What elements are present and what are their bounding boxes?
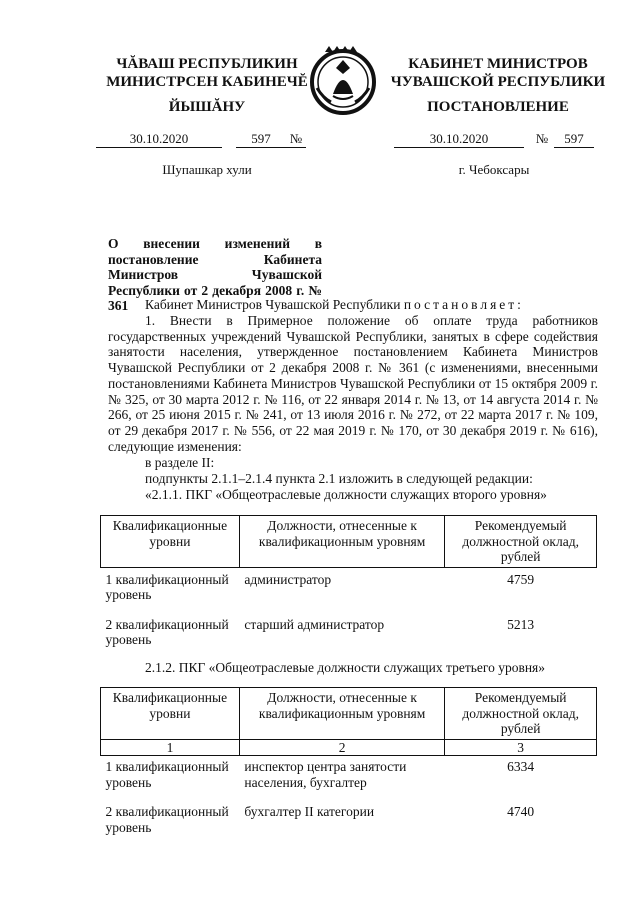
- doc-number-value-right: 597: [554, 131, 594, 148]
- col-header-positions: Должности, отнесенные к квалификационным уровням: [239, 688, 444, 740]
- col-header-salary: Рекомендуемый должностной оклад, рублей: [445, 516, 597, 568]
- doc-date-right: 30.10.2020: [394, 131, 524, 148]
- header-russian: [383, 55, 613, 91]
- table-row: [101, 756, 597, 791]
- header-chuvash-line1: ЧĂВАШ РЕСПУБЛИКИН: [116, 56, 298, 72]
- salary-cell: 4740: [507, 804, 535, 819]
- salary-table-1: [100, 515, 597, 648]
- salary-cell: 6334: [507, 759, 535, 774]
- table-header-row: [101, 688, 597, 740]
- header-russian-doctype: ПОСТАНОВЛЕНИЕ: [427, 99, 569, 115]
- intro-resolves: постановляет:: [403, 297, 524, 312]
- table-row: [101, 567, 597, 603]
- header-chuvash-line2: МИНИСТРСЕН КАБИНЕЧĔ: [106, 74, 308, 90]
- table-header-row: [101, 516, 597, 568]
- salary-table-2: [100, 687, 597, 835]
- salary-cell: 4759: [507, 571, 535, 587]
- doc-number-right: [394, 131, 594, 148]
- doc-number-left: [96, 131, 306, 148]
- doc-number-value-left: 597: [236, 131, 286, 148]
- column-number: 3: [445, 739, 597, 756]
- pkg2-title: 2.1.2. ПКГ «Общеотраслевые должности служащих третьего уровня»: [145, 660, 546, 675]
- column-number: 1: [101, 739, 240, 756]
- col-header-levels: Квалификационные уровни: [101, 516, 240, 568]
- intro-text: Кабинет Министров Чувашской Республики: [145, 297, 404, 312]
- header-russian-line2: ЧУВАШСКОЙ РЕСПУБЛИКИ: [390, 74, 606, 90]
- body-intro: [108, 297, 598, 313]
- level-cell: 1 квалификационный уровень: [105, 759, 229, 790]
- position-cell: старший администратор: [244, 616, 385, 632]
- body-section: в разделе II:: [145, 455, 215, 470]
- level-cell: 1 квалификационный уровень: [105, 571, 229, 602]
- header-chuvash: [96, 55, 318, 91]
- body-item-1: 1. Внести в Примерное положение об оплате труда работников государственных учреждений Чувашской Республики, занятых в сфере содействия занятости населения, утвержденное постановлением Кабинета Министров Чувашской Республики от 2 декабря 2008 г. № 361 (с изменениями, внесенными постановлениями Кабинета Министров Чувашской Республики от 15 октября 2009 г. № 325, от 30 марта 2012 г. № 116, от 22 января 2014 г. № 13, от 14 августа 2014 г. № 266, от 25 июня 2015 г. № 241, от 13 июля 2016 г. № 272, от 22 марта 2017 г. № 109, от 29 декабря 2017 г. № 556, от 22 мая 2019 г. № 170, от 30 декабря 2019 г. № 616), следующие изменения:: [108, 313, 598, 454]
- level-cell: 2 квалификационный уровень: [105, 804, 229, 835]
- doc-date-left: 30.10.2020: [96, 131, 222, 148]
- position-cell: бухгалтер II категории: [244, 804, 375, 819]
- pkg1-title: «2.1.1. ПКГ «Общеотраслевые должности служащих второго уровня»: [145, 487, 547, 502]
- coat-of-arms-emblem-icon: [303, 38, 383, 118]
- doc-number-sign-left: №: [286, 131, 306, 148]
- position-cell: администратор: [244, 571, 332, 587]
- place-chuvash: Шупашкар хули: [162, 162, 252, 177]
- column-number: 2: [239, 739, 444, 756]
- header-russian-line1: КАБИНЕТ МИНИСТРОВ: [408, 56, 588, 72]
- header-chuvash-doctype: ЙЫШĂНУ: [168, 99, 246, 115]
- document-subject: О внесении изменений в постановление Кабинета Министров Чувашской Республики от 2 декабря 2008 г. № 361: [108, 236, 322, 313]
- table-row: [101, 790, 597, 835]
- salary-cell: 5213: [507, 616, 535, 632]
- doc-number-sign-right: №: [535, 131, 549, 146]
- position-cell: инспектор центра занятости населения, бухгалтер: [244, 759, 407, 790]
- body-subpoints: подпункты 2.1.1–2.1.4 пункта 2.1 изложить в следующей редакции:: [145, 471, 533, 486]
- place-russian: г. Чебоксары: [458, 162, 530, 177]
- table-row: [101, 603, 597, 648]
- col-header-levels: Квалификационные уровни: [101, 688, 240, 740]
- level-cell: 2 квалификационный уровень: [105, 616, 229, 647]
- col-header-salary: Рекомендуемый должностной оклад, рублей: [445, 688, 597, 740]
- column-number-row: [101, 739, 597, 756]
- col-header-positions: Должности, отнесенные к квалификационным уровням: [239, 516, 444, 568]
